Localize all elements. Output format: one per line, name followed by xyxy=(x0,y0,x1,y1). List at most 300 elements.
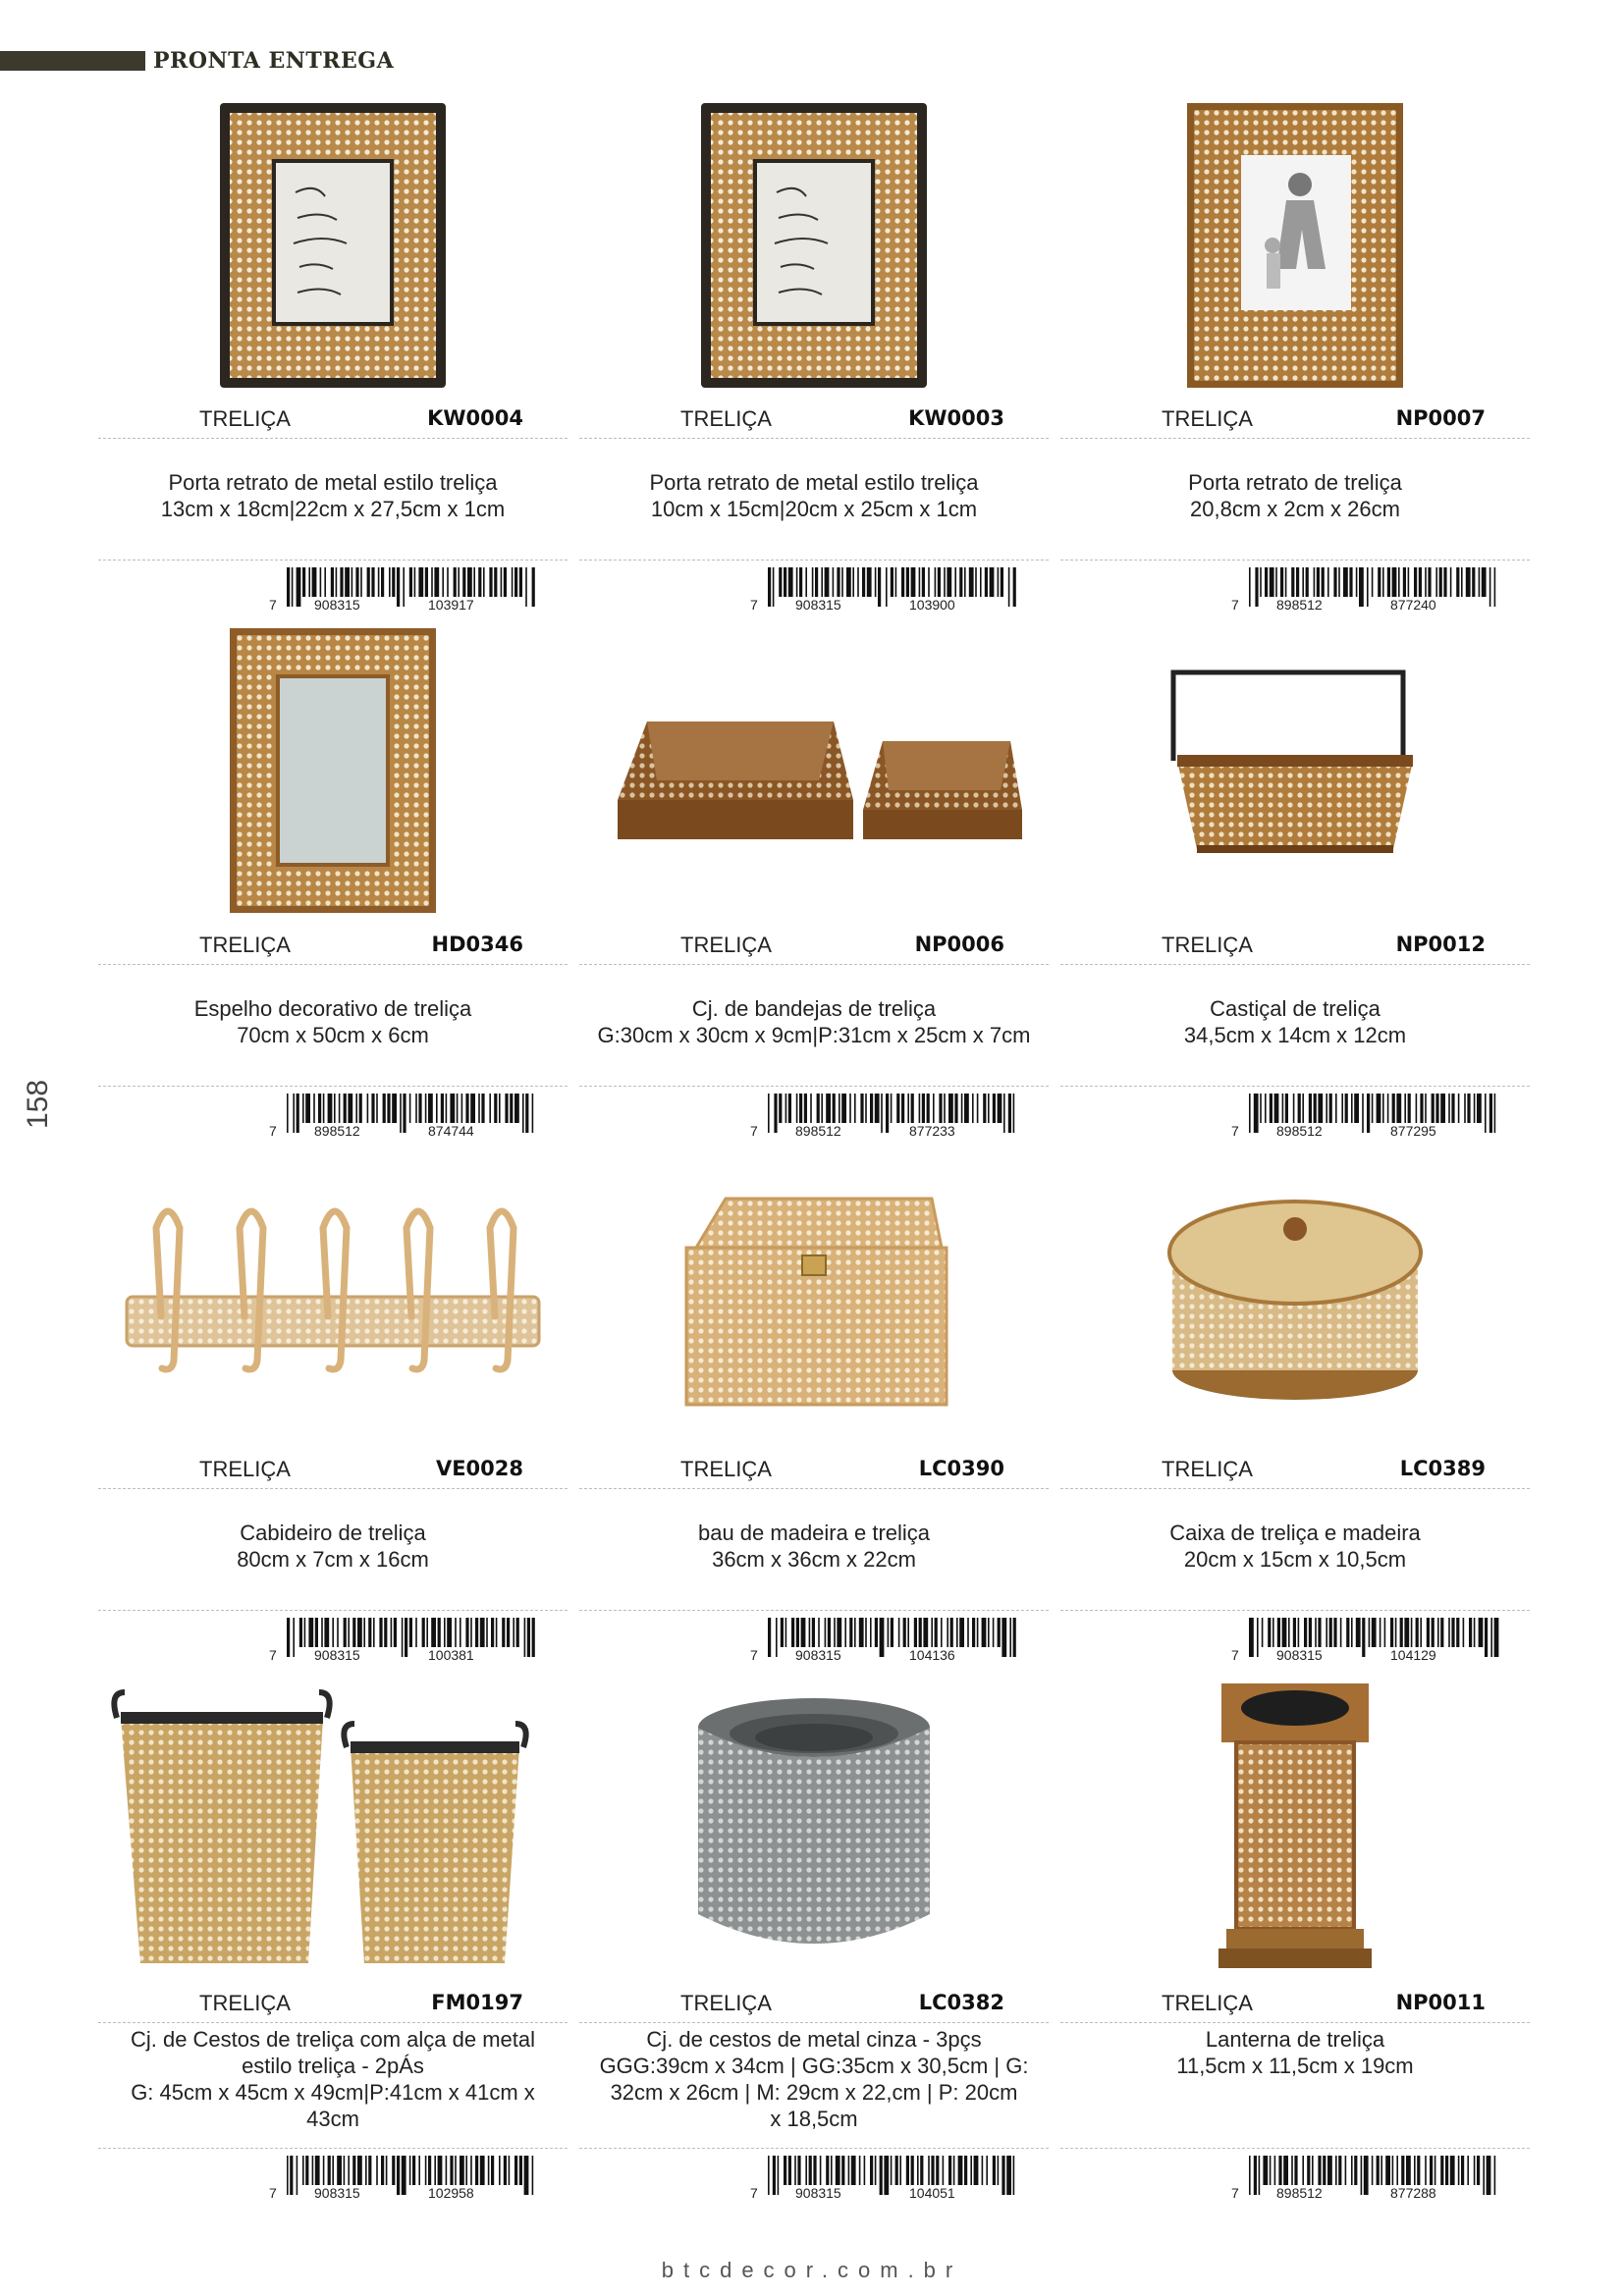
barcode-bar xyxy=(1456,1618,1459,1647)
description-line: Lanterna de treliça xyxy=(1205,2027,1385,2052)
barcode-bar xyxy=(1432,1094,1435,1123)
barcode-bar xyxy=(1477,1094,1482,1123)
description-line: 20,8cm x 2cm x 26cm xyxy=(1190,497,1400,521)
barcode-bar xyxy=(959,1618,964,1647)
barcode-bar xyxy=(1420,1094,1423,1123)
barcode xyxy=(746,1094,1021,1139)
barcode-bar xyxy=(297,567,301,607)
barcode-right-digits: 103917 xyxy=(428,597,474,613)
divider xyxy=(1060,1086,1530,1087)
barcode-bar xyxy=(1359,567,1364,607)
product-code: NP0007 xyxy=(1395,406,1486,430)
barcode-bar xyxy=(414,567,416,597)
barcode-bar xyxy=(1354,2156,1357,2185)
barcode-bar xyxy=(1013,1094,1015,1133)
barcode-bar xyxy=(778,2156,780,2195)
barcode xyxy=(265,1094,540,1139)
barcode-bar xyxy=(1274,1094,1279,1123)
barcode-bar xyxy=(1364,2156,1369,2195)
barcode-bar xyxy=(450,1094,455,1123)
barcode-bar xyxy=(1322,567,1325,597)
barcode-bar xyxy=(502,1618,505,1647)
barcode-bar xyxy=(998,1094,1002,1123)
barcode-bar xyxy=(397,2156,400,2195)
product-meta xyxy=(1060,929,1530,965)
product-photo xyxy=(579,93,1049,398)
barcode-bar xyxy=(1489,567,1491,607)
barcode-first-digit: 7 xyxy=(1231,1647,1239,1663)
barcode-bar xyxy=(431,1618,436,1647)
barcode-bar xyxy=(865,1094,867,1123)
barcode-bar xyxy=(504,567,507,597)
barcode-bar xyxy=(1280,567,1283,597)
barcode-bar xyxy=(936,2156,939,2185)
barcode-bar xyxy=(935,567,937,597)
barcode-bar xyxy=(977,1094,979,1123)
product-category: TRELIÇA xyxy=(680,1991,772,2015)
barcode-bar xyxy=(1458,2156,1460,2185)
barcode-bar xyxy=(898,1618,900,1647)
barcode-bar xyxy=(1302,1094,1304,1123)
barcode-bar xyxy=(371,567,374,597)
description-line: 10cm x 15cm|20cm x 25cm x 1cm xyxy=(650,497,978,521)
barcode-bar xyxy=(465,1618,468,1647)
barcode-bar xyxy=(304,1618,306,1647)
barcode-bar xyxy=(1494,567,1496,607)
barcode-bar xyxy=(1255,567,1258,607)
barcode-bar xyxy=(899,2156,901,2185)
barcode-bar xyxy=(875,2156,877,2185)
description-line: Cabideiro de treliça xyxy=(240,1521,426,1545)
barcode-bar xyxy=(1425,1094,1427,1123)
barcode-bar xyxy=(480,2156,485,2185)
barcode-bar xyxy=(1451,1094,1454,1123)
barcode-bar xyxy=(1285,567,1287,597)
barcode-bar xyxy=(1274,2156,1276,2185)
barcode-bar xyxy=(513,1618,514,1647)
barcode-bar xyxy=(1385,2156,1390,2185)
barcode-bar xyxy=(922,567,925,597)
divider xyxy=(1060,1610,1530,1611)
barcode-bar xyxy=(784,567,786,597)
barcode-bar xyxy=(1445,2156,1448,2185)
barcode-bar xyxy=(1356,1618,1361,1647)
barcode-bar xyxy=(287,1618,290,1657)
barcode-bar xyxy=(1416,1618,1419,1647)
barcode-bar xyxy=(834,1618,836,1647)
barcode-bar xyxy=(988,1094,990,1123)
barcode-bar xyxy=(833,1094,836,1123)
barcode-bar xyxy=(293,1618,295,1657)
barcode-bar xyxy=(313,1094,315,1123)
barcode-bar xyxy=(837,1618,841,1647)
barcode-bar xyxy=(972,1618,975,1647)
barcode-bar xyxy=(1435,2156,1436,2185)
product-meta xyxy=(579,402,1049,439)
barcode-bar xyxy=(1249,2156,1251,2195)
barcode-left-digits: 908315 xyxy=(795,2185,841,2201)
barcode-bar xyxy=(1314,567,1316,597)
barcode-bar xyxy=(1362,1618,1365,1657)
barcode xyxy=(1227,1094,1502,1139)
barcode-bar xyxy=(917,2156,919,2185)
barcode-bar xyxy=(1414,567,1417,597)
barcode-bar xyxy=(1013,1618,1016,1657)
barcode-bar xyxy=(1474,1094,1476,1123)
barcode-bar xyxy=(305,1094,310,1123)
divider xyxy=(98,1610,568,1611)
barcode-bar xyxy=(1396,2156,1398,2185)
barcode-bar xyxy=(1461,2156,1464,2185)
barcode-bar xyxy=(935,1618,938,1647)
barcode-bar xyxy=(796,567,798,597)
barcode-bar xyxy=(947,567,951,597)
barcode-bar xyxy=(494,567,497,597)
barcode-bar xyxy=(488,2156,490,2185)
barcode-bar xyxy=(788,1094,791,1123)
barcode-bar xyxy=(1326,1618,1327,1647)
barcode-bar xyxy=(1327,567,1329,597)
barcode-bar xyxy=(1351,1094,1353,1123)
barcode-bar xyxy=(818,1618,820,1647)
product-photo xyxy=(1060,618,1530,923)
barcode-bar xyxy=(1318,2156,1321,2185)
barcode-bar xyxy=(788,567,793,597)
barcode-bar xyxy=(514,1094,519,1123)
barcode-bar xyxy=(1494,1094,1496,1133)
barcode-bar xyxy=(323,2156,325,2185)
barcode-bar xyxy=(363,1618,365,1647)
barcode-bar xyxy=(914,1618,917,1647)
divider xyxy=(579,1086,1049,1087)
barcode-bar xyxy=(365,2156,367,2185)
barcode xyxy=(265,2156,540,2201)
product-meta xyxy=(98,1987,568,2023)
barcode-bar xyxy=(532,2156,534,2195)
barcode-bar xyxy=(776,1618,778,1657)
divider xyxy=(98,1086,568,1087)
barcode-bar xyxy=(1382,1094,1384,1123)
barcode-bar xyxy=(911,567,916,597)
barcode-left-digits: 898512 xyxy=(1276,2185,1323,2201)
barcode-bar xyxy=(367,1094,369,1123)
barcode-bar xyxy=(1318,1094,1323,1123)
product-description xyxy=(1060,469,1530,522)
barcode-bar xyxy=(1312,2156,1314,2185)
barcode-bar xyxy=(864,2156,866,2185)
barcode-bar xyxy=(953,2156,955,2185)
barcode-bar xyxy=(1372,1094,1374,1123)
barcode-bar xyxy=(831,2156,833,2185)
barcode-bar xyxy=(837,567,839,597)
product-description xyxy=(98,469,568,522)
barcode-bar xyxy=(381,2156,384,2185)
barcode-bar xyxy=(841,1094,846,1123)
barcode-bar xyxy=(1317,567,1320,597)
barcode-bar xyxy=(849,1618,852,1647)
product-meta xyxy=(98,1453,568,1489)
barcode-bar xyxy=(768,1618,771,1657)
barcode-bar xyxy=(907,1618,909,1647)
barcode-bar xyxy=(920,2156,923,2185)
barcode-bar xyxy=(379,1618,382,1647)
barcode-bar xyxy=(1315,1618,1317,1647)
barcode-bar xyxy=(825,567,830,597)
product-category: TRELIÇA xyxy=(199,933,291,957)
description-line: estilo treliça - 2pÁs xyxy=(242,2054,424,2078)
barcode-bar xyxy=(1450,567,1452,597)
website-footer: btcdecor.com.br xyxy=(661,2258,963,2282)
barcode-bar xyxy=(1428,567,1431,597)
barcode-bar xyxy=(785,1094,787,1123)
barcode-bar xyxy=(1437,1618,1439,1647)
barcode-bar xyxy=(1260,1094,1262,1123)
barcode-bar xyxy=(454,567,457,597)
barcode-bar xyxy=(489,567,492,597)
barcode-bar xyxy=(412,2156,415,2185)
barcode-bar xyxy=(919,1094,921,1123)
barcode-bar xyxy=(1323,2156,1326,2185)
barcode-bar xyxy=(348,2156,350,2185)
barcode-bar xyxy=(998,2156,1000,2185)
barcode-bar xyxy=(355,1094,357,1123)
barcode-bar xyxy=(1259,2156,1261,2195)
barcode-bar xyxy=(982,1618,987,1647)
barcode-bar xyxy=(491,1618,494,1647)
barcode-bar xyxy=(1425,567,1427,597)
barcode-bar xyxy=(1474,1618,1476,1647)
barcode-bar xyxy=(418,567,423,597)
barcode-bar xyxy=(931,1618,933,1647)
barcode-bar xyxy=(826,1094,831,1123)
barcode-bar xyxy=(344,1618,347,1647)
barcode-first-digit: 7 xyxy=(1231,597,1239,613)
barcode-bar xyxy=(948,2156,951,2185)
barcode-bar xyxy=(919,567,921,597)
barcode-bar xyxy=(378,567,380,597)
barcode-bar xyxy=(481,1094,484,1123)
barcode-bar xyxy=(903,1618,906,1647)
barcode-bar xyxy=(1001,1618,1006,1657)
description-line: Porta retrato de metal estilo treliça xyxy=(168,470,498,495)
barcode-bar xyxy=(833,567,835,597)
barcode-bar xyxy=(974,2156,979,2185)
barcode-bar xyxy=(857,567,859,597)
barcode-bar xyxy=(455,2156,457,2185)
barcode-bar xyxy=(320,567,322,597)
barcode-bar xyxy=(1013,2156,1015,2195)
barcode-bar xyxy=(292,567,294,607)
barcode-bar xyxy=(986,2156,988,2185)
product-photo xyxy=(579,618,1049,923)
description-line: 34,5cm x 14cm x 12cm xyxy=(1183,1023,1407,1047)
product-code: HD0346 xyxy=(431,933,523,956)
barcode-bar xyxy=(389,567,391,597)
product-photo xyxy=(1060,1145,1530,1449)
barcode-bar xyxy=(509,2156,511,2185)
barcode-bar xyxy=(998,1618,1001,1647)
barcode-bar xyxy=(470,2156,472,2185)
barcode-bar xyxy=(409,1094,411,1123)
barcode-bar xyxy=(305,2156,308,2185)
product-code: LC0389 xyxy=(1399,1457,1486,1480)
barcode-bar xyxy=(409,1618,412,1647)
barcode-bar xyxy=(1482,567,1487,597)
barcode-bar xyxy=(1302,567,1304,597)
product-photo xyxy=(98,93,568,398)
barcode-bar xyxy=(1451,1618,1454,1647)
barcode-bar xyxy=(1425,2156,1427,2185)
barcode-bar xyxy=(1384,1618,1386,1647)
barcode-bar xyxy=(825,1618,827,1647)
barcode-bar xyxy=(923,1618,928,1647)
barcode-bar xyxy=(901,567,904,597)
barcode-bar xyxy=(352,2156,355,2185)
barcode-bar xyxy=(1485,1618,1488,1657)
product-code: NP0006 xyxy=(914,933,1004,956)
description-line: Caixa de treliça e madeira xyxy=(1169,1521,1421,1545)
barcode-bar xyxy=(1298,1094,1301,1123)
barcode-bar xyxy=(886,1094,889,1133)
barcode-bar xyxy=(797,2156,800,2185)
barcode-bar xyxy=(465,2156,467,2185)
barcode-bar xyxy=(1003,1094,1005,1133)
barcode-left-digits: 898512 xyxy=(795,1123,841,1139)
barcode-bar xyxy=(810,1094,812,1123)
barcode xyxy=(746,567,1021,613)
barcode-bar xyxy=(922,1094,925,1123)
barcode-bar xyxy=(522,1094,524,1133)
barcode-bar xyxy=(1013,567,1016,607)
barcode-right-digits: 103900 xyxy=(909,597,955,613)
barcode-bar xyxy=(895,567,897,597)
barcode-bar xyxy=(1008,1094,1011,1133)
barcode-bar xyxy=(525,1094,528,1133)
product-category: TRELIÇA xyxy=(199,1457,291,1481)
barcode-bar xyxy=(1372,2156,1374,2185)
barcode-bar xyxy=(1254,1094,1259,1133)
product-meta xyxy=(579,1987,1049,2023)
barcode-bar xyxy=(1411,1618,1413,1647)
barcode-bar xyxy=(1349,567,1352,597)
description-line: Porta retrato de metal estilo treliça xyxy=(649,470,979,495)
barcode-bar xyxy=(323,1094,325,1123)
barcode-bar xyxy=(1392,1094,1395,1123)
barcode-bar xyxy=(950,1618,953,1647)
barcode-bar xyxy=(321,1618,323,1647)
barcode-bar xyxy=(344,1094,347,1123)
barcode-bar xyxy=(938,567,941,597)
barcode-bar xyxy=(958,2156,963,2185)
barcode-left-digits: 908315 xyxy=(1276,1647,1323,1663)
barcode-bar xyxy=(324,1618,329,1647)
barcode-first-digit: 7 xyxy=(269,1647,277,1663)
barcode-bar xyxy=(1466,567,1471,597)
barcode-bar xyxy=(299,1618,302,1647)
barcode-bar xyxy=(799,567,802,597)
barcode-bar xyxy=(854,1094,856,1123)
product-meta xyxy=(1060,1453,1530,1489)
product-code: KW0004 xyxy=(427,406,523,430)
barcode-bar xyxy=(355,567,358,597)
product-category: TRELIÇA xyxy=(1162,1457,1253,1481)
barcode-bar xyxy=(911,2156,914,2185)
barcode-bar xyxy=(1479,567,1481,597)
barcode-bar xyxy=(773,567,775,607)
barcode-bar xyxy=(993,1618,995,1647)
barcode-bar xyxy=(906,2156,909,2185)
product-photo xyxy=(1060,93,1530,398)
barcode-bar xyxy=(446,1094,448,1123)
barcode-bar xyxy=(796,1094,798,1123)
barcode-bar xyxy=(434,2156,436,2185)
barcode-bar xyxy=(1469,1618,1472,1647)
product-description xyxy=(579,469,1049,522)
barcode-bar xyxy=(328,1094,333,1123)
barcode-bar xyxy=(308,567,310,597)
barcode-bar xyxy=(1472,567,1475,597)
barcode-bar xyxy=(450,2156,453,2185)
barcode-bar xyxy=(1408,567,1410,597)
barcode xyxy=(1227,567,1502,613)
barcode-bar xyxy=(1435,1094,1438,1123)
barcode-bar xyxy=(848,2156,850,2185)
barcode-bar xyxy=(933,1094,935,1123)
product-category: TRELIÇA xyxy=(1162,406,1253,431)
description-line: 13cm x 18cm|22cm x 27,5cm x 1cm xyxy=(160,497,506,521)
barcode-bar xyxy=(371,1094,374,1123)
barcode-bar xyxy=(1392,2156,1394,2185)
barcode-bar xyxy=(357,2156,362,2185)
barcode-bar xyxy=(494,1094,497,1123)
divider xyxy=(579,2148,1049,2149)
barcode-bar xyxy=(337,2156,342,2185)
barcode-bar xyxy=(846,567,851,597)
barcode-bar xyxy=(1338,2156,1341,2185)
barcode-bar xyxy=(851,2156,856,2185)
barcode-bar xyxy=(1001,567,1003,597)
divider xyxy=(579,1610,1049,1611)
barcode-bar xyxy=(1369,1618,1371,1647)
barcode-left-digits: 908315 xyxy=(795,1647,841,1663)
barcode-bar xyxy=(1372,1618,1377,1647)
barcode-bar xyxy=(969,567,974,597)
barcode-first-digit: 7 xyxy=(269,597,277,613)
barcode-bar xyxy=(779,567,782,597)
barcode-bar xyxy=(532,1094,534,1133)
barcode-bar xyxy=(287,1094,289,1133)
barcode-bar xyxy=(470,1618,472,1647)
barcode-right-digits: 104136 xyxy=(909,1647,955,1663)
barcode-bar xyxy=(977,1618,979,1647)
barcode xyxy=(1227,1618,1502,1663)
barcode-bar xyxy=(943,2156,945,2185)
barcode-bar xyxy=(817,1094,820,1123)
barcode-bar xyxy=(895,2156,898,2185)
barcode-bar xyxy=(1327,2156,1332,2185)
barcode-bar xyxy=(854,1618,856,1647)
description-line: 70cm x 50cm x 6cm xyxy=(237,1023,429,1047)
barcode-bar xyxy=(1420,1618,1422,1647)
barcode-right-digits: 877240 xyxy=(1390,597,1436,613)
barcode-bar xyxy=(1340,1618,1342,1647)
barcode-bar xyxy=(980,567,982,597)
barcode-bar xyxy=(1288,1618,1290,1647)
barcode-bar xyxy=(809,2156,812,2185)
barcode-bar xyxy=(881,1094,883,1133)
barcode-bar xyxy=(1467,2156,1469,2185)
barcode-bar xyxy=(1345,2156,1347,2185)
